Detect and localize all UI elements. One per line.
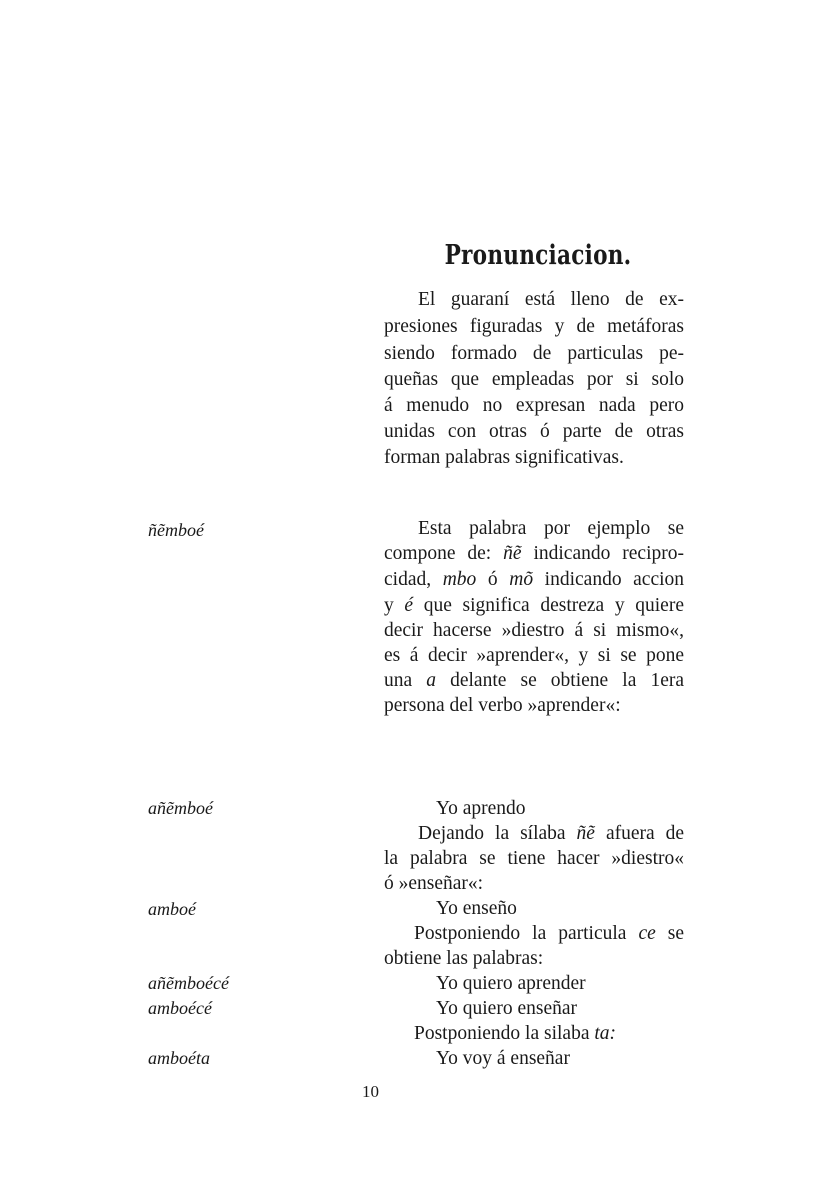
- particle-word: mõ: [509, 569, 534, 590]
- page-title: Pronunciacion.: [444, 240, 632, 271]
- text-line: [384, 567, 684, 593]
- text-line: [384, 668, 684, 694]
- margin-word: amboé: [148, 899, 196, 919]
- margin-word: amboéta: [148, 1048, 210, 1068]
- text: cidad,: [384, 569, 432, 590]
- text: compone de:: [384, 543, 492, 564]
- text: Postponiendo la particula: [414, 923, 627, 944]
- text-line: siendo formado de particulas pe-: [384, 343, 684, 364]
- text-line: [384, 593, 684, 619]
- particle-word: mbo: [442, 569, 477, 590]
- particle-word: ñẽ: [576, 823, 595, 844]
- particle-word: a: [426, 670, 436, 691]
- text-line: obtiene las palabras:: [384, 948, 544, 969]
- margin-word: añẽmboé: [148, 798, 213, 818]
- translation-line: Yo enseño: [436, 898, 517, 919]
- text-line: El guaraní está lleno de ex-: [418, 289, 684, 310]
- particle-word: ta:: [594, 1023, 617, 1044]
- text-line: [418, 821, 684, 847]
- text-line: ó »enseñar«:: [384, 873, 484, 894]
- text: Dejando la sílaba: [418, 823, 566, 844]
- text: y: [384, 595, 394, 616]
- text: indicando accion: [544, 569, 685, 590]
- text: indicando recipro-: [533, 543, 684, 564]
- text-line: la palabra se tiene hacer »diestro«: [384, 848, 684, 869]
- text-line: es á decir »aprender«, y si se pone: [384, 645, 684, 666]
- translation-line: Yo quiero aprender: [436, 973, 586, 994]
- text-line: Esta palabra por ejemplo se: [418, 518, 684, 539]
- margin-word: amboécé: [148, 998, 212, 1018]
- text: que significa destreza y quiere: [423, 595, 684, 616]
- text-line: [414, 921, 684, 947]
- text-line: á menudo no expresan nada pero: [384, 395, 684, 416]
- text: ó: [487, 569, 498, 590]
- text: se: [667, 923, 685, 944]
- text-line: unidas con otras ó parte de otras: [384, 421, 684, 442]
- text: afuera de: [605, 823, 685, 844]
- text-line: [414, 1021, 616, 1047]
- text-line: forman palabras significativas.: [384, 447, 624, 468]
- text-line: presiones figuradas y de metáforas: [384, 316, 684, 337]
- page-number: 10: [362, 1082, 379, 1101]
- text-line: decir hacerse »diestro á si mismo«,: [384, 620, 684, 641]
- translation-line: Yo aprendo: [436, 798, 526, 819]
- translation-line: Yo quiero enseñar: [436, 998, 577, 1019]
- translation-line: Yo voy á enseñar: [436, 1048, 570, 1069]
- margin-word: ñẽmboé: [148, 520, 204, 540]
- text-line: queñas que empleadas por si solo: [384, 369, 684, 390]
- particle-word: é: [404, 595, 414, 616]
- text-line: persona del verbo »aprender«:: [384, 695, 621, 716]
- text: una: [384, 670, 413, 691]
- particle-word: ñẽ: [503, 543, 522, 564]
- particle-word: ce: [638, 923, 656, 944]
- text: delante se obtiene la 1era: [450, 670, 685, 691]
- text: Postponiendo la silaba: [414, 1023, 590, 1044]
- text-line: [384, 541, 684, 567]
- margin-word: añẽmboécé: [148, 973, 229, 993]
